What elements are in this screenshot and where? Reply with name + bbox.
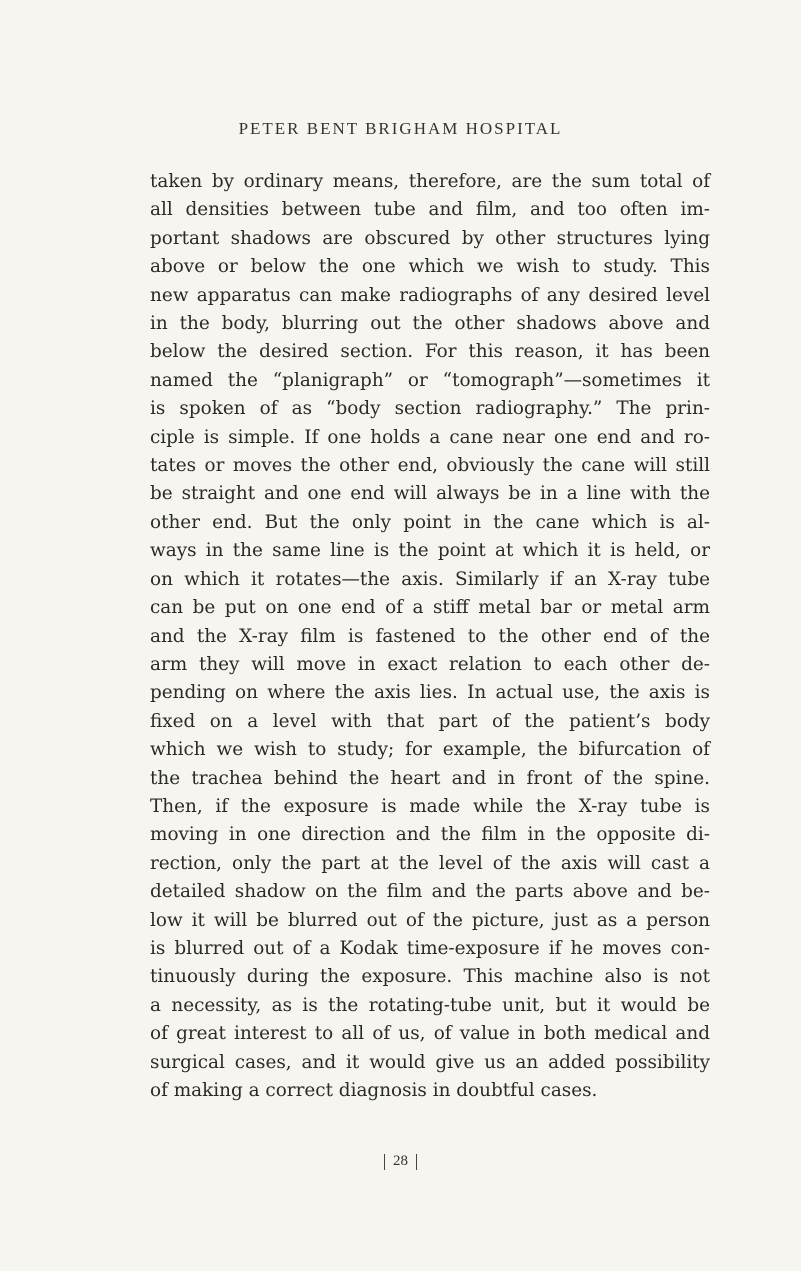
text-line: on which it rotates—the axis. Similarly if an X-ray tube <box>150 568 710 590</box>
text-line: a necessity, as is the rotating-tube unit, but it would be <box>150 994 710 1016</box>
folio-left-rule <box>384 1154 385 1170</box>
text-line: ways in the same line is the point at which it is held, or <box>150 540 710 562</box>
text-line: low it will be blurred out of the picture, just as a person <box>150 909 710 931</box>
text-line: Then, if the exposure is made while the X-ray tube is <box>150 795 710 817</box>
text-line: tinuously during the exposure. This machine also is not <box>150 966 710 988</box>
text-line: arm they will move in exact relation to each other de- <box>150 653 710 675</box>
text-line: which we wish to study; for example, the bifurcation of <box>150 739 710 761</box>
text-line: and the X-ray film is fastened to the other end of the <box>150 625 710 647</box>
text-line: in the body, blurring out the other shadows above and <box>150 313 710 335</box>
text-line: all densities between tube and film, and too often im- <box>150 199 710 221</box>
body-text <box>150 168 710 1105</box>
text-line: of great interest to all of us, of value in both medical and <box>150 1023 710 1045</box>
text-line: is blurred out of a Kodak time-exposure if he moves con- <box>150 937 710 959</box>
text-line: is spoken of as “body section radiography.” The prin- <box>150 398 710 420</box>
text-line: rection, only the part at the level of the axis will cast a <box>150 852 710 874</box>
text-line: of making a correct diagnosis in doubtful cases. <box>150 1080 598 1101</box>
text-line: portant shadows are obscured by other structures lying <box>150 227 710 249</box>
text-line: tates or moves the other end, obviously the cane will still <box>150 455 710 477</box>
text-line: detailed shadow on the film and the parts above and be- <box>150 881 710 903</box>
folio-right-rule <box>416 1154 417 1170</box>
text-line: fixed on a level with that part of the patient’s body <box>150 710 710 732</box>
page-number <box>0 1153 801 1170</box>
text-line: ciple is simple. If one holds a cane near one end and ro- <box>150 426 710 448</box>
text-line: named the “planigraph” or “tomograph”—sometimes it <box>150 369 710 391</box>
text-line: can be put on one end of a stiff metal bar or metal arm <box>150 597 710 619</box>
text-line: the trachea behind the heart and in front of the spine. <box>150 767 710 789</box>
text-line: other end. But the only point in the cane which is al- <box>150 511 710 533</box>
text-line: be straight and one end will always be in a line with the <box>150 483 710 505</box>
text-line: pending on where the axis lies. In actual use, the axis is <box>150 682 710 704</box>
text-line: above or below the one which we wish to study. This <box>150 256 710 278</box>
text-line: below the desired section. For this reason, it has been <box>150 341 710 363</box>
text-line: taken by ordinary means, therefore, are the sum total of <box>150 171 710 192</box>
page-number-value: 28 <box>393 1153 408 1170</box>
text-line: moving in one direction and the film in the opposite di- <box>150 824 710 846</box>
text-line: new apparatus can make radiographs of any desired level <box>150 284 710 306</box>
text-line: surgical cases, and it would give us an added possibility <box>150 1051 710 1073</box>
running-head: PETER BENT BRIGHAM HOSPITAL <box>238 119 563 138</box>
